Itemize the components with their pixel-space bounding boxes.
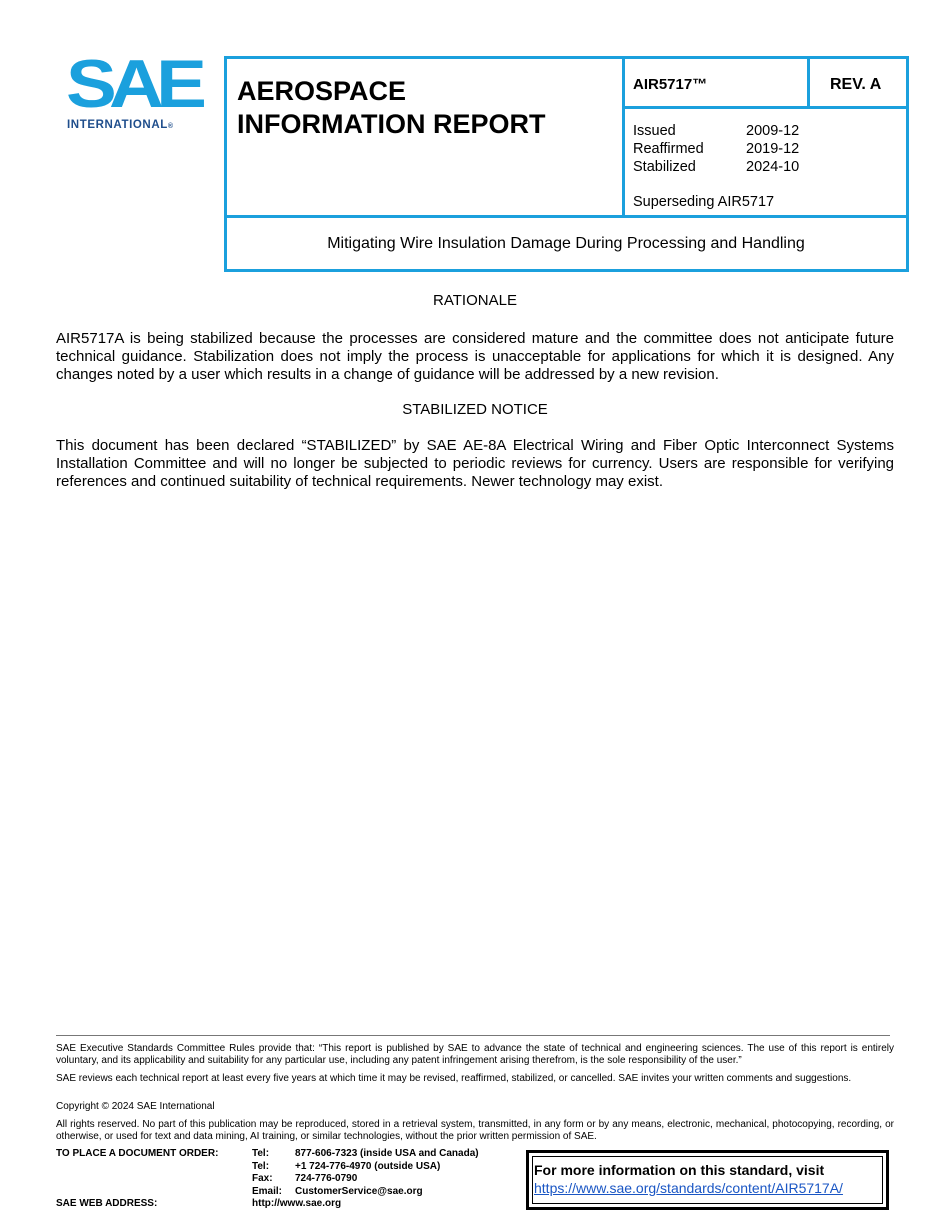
contact-fax: Fax: 724-776-0790 — [252, 1173, 358, 1185]
footer-rights-text: All rights reserved. No part of this publication may be reproduced, stored in a retrieval system, transmitted, in any form or by any means, electronic, mechanical, photocopying, recording, or otherwise, or used for text and data mining, AI training, or similar technologies, without the prior written permission of SAE. — [56, 1119, 894, 1142]
standard-page-link[interactable]: https://www.sae.org/standards/content/AIR5717A/ — [534, 1180, 843, 1196]
footer-divider — [56, 1035, 890, 1036]
stabilized-notice-heading: STABILIZED NOTICE — [402, 401, 548, 418]
sae-logo — [66, 46, 200, 135]
superseding-note: Superseding AIR5717 — [633, 194, 775, 210]
date-row-stabilized: Stabilized 2024-10 — [633, 159, 800, 175]
footer-review-text: SAE reviews each technical report at least every five years at which time it may be revised, reaffirmed, stabilized, or cancelled. SAE invites your written comments and suggestions. — [56, 1073, 852, 1084]
contact-email: Email: CustomerService@sae.org — [252, 1185, 423, 1197]
more-info-box — [526, 1150, 889, 1210]
footer-copyright: Copyright © 2024 SAE International — [56, 1101, 215, 1112]
header-border-right — [906, 56, 909, 272]
footer-rules-text: SAE Executive Standards Committee Rules provide that: “This report is published by SAE to advance the state of technical and engineering sciences. The use of this report is entirely voluntary, and its applicability and suitability for any particular use, including any patent infringement arising therefrom, is the sole responsibility of the user.” — [56, 1043, 894, 1066]
logo-subtitle: INTERNATIONAL® — [67, 119, 174, 131]
contact-tel-domestic: Tel: 877-606-7323 (inside USA and Canada) — [252, 1148, 479, 1159]
header-border-bottom — [224, 269, 909, 272]
contact-tel-international: Tel: +1 724-776-4970 (outside USA) — [252, 1160, 441, 1172]
date-list — [633, 122, 799, 176]
rationale-paragraph: AIR5717A is being stabilized because the processes are considered mature and the committee does not anticipate future technical guidance. Stabilization does not imply the process is unacceptable for applications for which it is designed. Any changes noted by a user which results in a change of guidance will be addressed by a new revision. — [56, 330, 894, 384]
revision-label: REV. A — [830, 76, 882, 93]
document-type: AEROSPACE INFORMATION REPORT — [237, 76, 546, 139]
contact-web: http://www.sae.org — [252, 1198, 342, 1210]
date-row-reaffirmed: Reaffirmed 2019-12 — [633, 141, 800, 157]
web-address-label: SAE WEB ADDRESS: — [56, 1198, 158, 1209]
logo-mark: SAE — [66, 46, 200, 122]
header-rev-divider — [807, 56, 810, 109]
contact-list — [252, 1148, 479, 1211]
header-column-divider — [622, 56, 625, 218]
header-title-divider — [224, 215, 909, 218]
document-title: Mitigating Wire Insulation Damage During Processing and Handling — [327, 235, 805, 252]
more-info-heading: For more information on this standard, visit — [534, 1162, 825, 1178]
rationale-heading: RATIONALE — [433, 292, 517, 309]
order-label: TO PLACE A DOCUMENT ORDER: — [56, 1148, 219, 1159]
document-number: AIR5717™ — [633, 76, 708, 93]
date-row-issued: Issued 2009-12 — [633, 123, 800, 139]
stabilized-notice-paragraph: This document has been declared “STABILIZED” by SAE AE-8A Electrical Wiring and Fiber Optic Interconnect Systems Installation Committee and will no longer be subjected to periodic reviews for currency. Users are responsible for verifying references and continued suitability of technical requirements. Newer technology may exist. — [56, 437, 894, 491]
header-number-divider — [622, 106, 909, 109]
